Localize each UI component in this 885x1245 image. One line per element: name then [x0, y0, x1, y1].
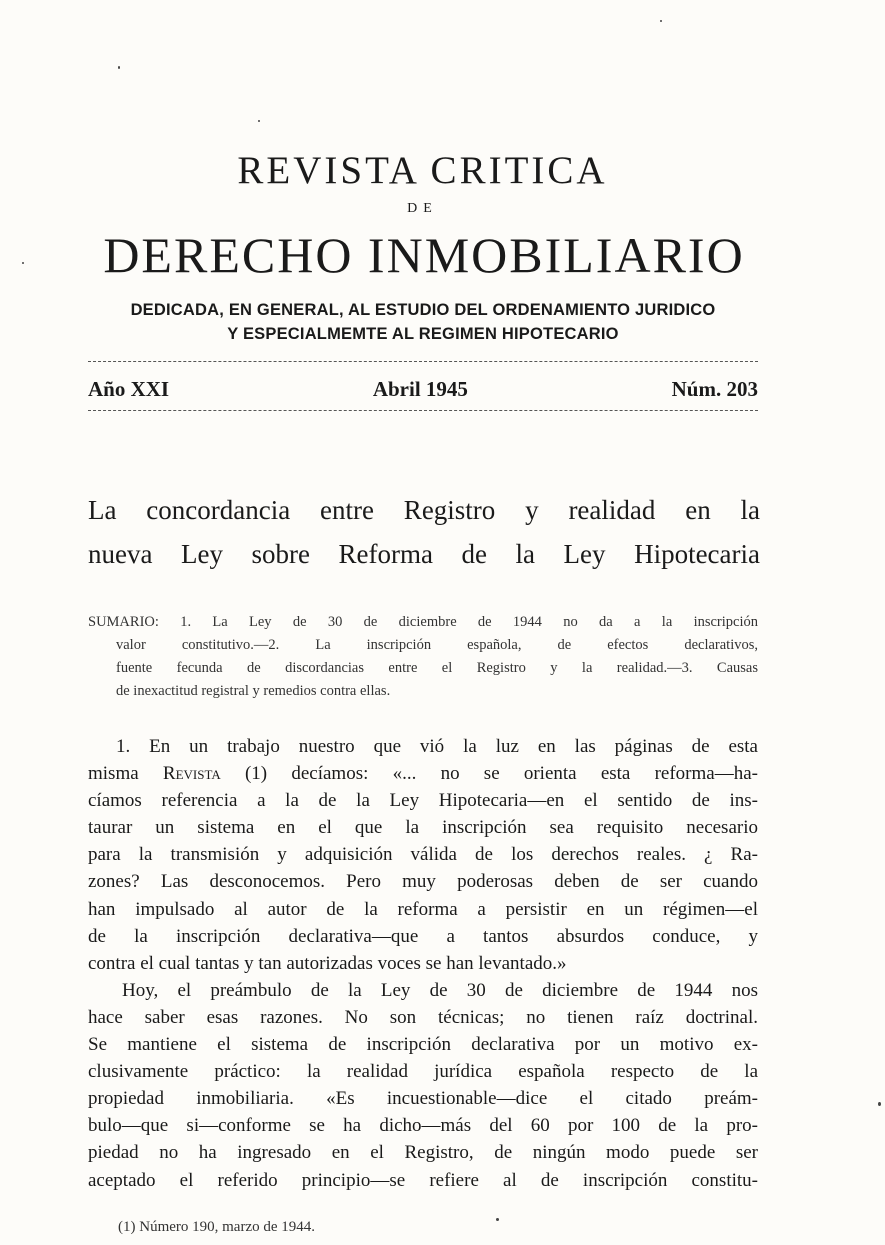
top-rule: [88, 361, 758, 362]
scan-speck: [118, 66, 120, 69]
article-body: [88, 733, 758, 1194]
body-line: propiedad inmobiliaria. «Es incuestionable—dice el citado preám-: [88, 1088, 758, 1110]
body-line: para la transmisión y adquisición válida de los derechos reales. ¿ Ra-: [88, 844, 758, 866]
body-line: hace saber esas razones. No son técnicas; no tienen raíz doctrinal.: [88, 1006, 758, 1028]
masthead-main-title: DERECHO INMOBILIARIO: [103, 227, 745, 283]
sumario: [88, 611, 758, 703]
scan-speck: [258, 120, 260, 122]
revista-reference: Revista: [162, 763, 221, 785]
issue-info-row: [88, 372, 758, 406]
scan-speck: [496, 1218, 499, 1221]
body-line: [88, 760, 758, 787]
body-line: piedad no ha ingresado en el Registro, de ningún modo puede ser: [88, 1142, 758, 1164]
body-line: han impulsado al autor de la reforma a persistir en un régimen—el: [88, 898, 758, 920]
body-line: taurar un sistema en el que la inscripción sea requisito necesario: [88, 817, 758, 839]
issue-number: Núm. 203: [671, 376, 758, 401]
body-line: Se mantiene el sistema de inscripción declarativa por un motivo ex-: [88, 1034, 758, 1056]
body-line: de la inscripción declarativa—que a tantos absurdos conduce, y: [88, 925, 758, 947]
masthead-de: DE: [407, 201, 438, 216]
issue-year: Año XXI: [88, 376, 170, 401]
scan-speck: [878, 1102, 881, 1106]
sumario-line: SUMARIO: 1. La Ley de 30 de diciembre de 1944 no da a la inscripción: [88, 614, 758, 630]
body-line: clusivamente práctico: la realidad jurídica española respecto de la: [88, 1061, 758, 1083]
body-line: zones? Las desconocemos. Pero muy poderosas deben de ser cuando: [88, 871, 758, 893]
issue-date: Abril 1945: [372, 376, 468, 401]
sumario-line: de inexactitud registral y remedios contra ellas.: [116, 683, 391, 699]
masthead-subtitle-line2: Y ESPECIALMEMTE AL REGIMEN HIPOTECARIO: [227, 325, 619, 343]
body-line: contra el cual tantas y tan autorizadas voces se han levantado.»: [88, 952, 567, 974]
article-title: [88, 488, 760, 576]
body-line: aceptado el referido principio—se refiere al de inscripción constitu-: [88, 1169, 758, 1191]
scan-speck: [22, 262, 24, 264]
scan-speck: [660, 20, 662, 22]
body-line: 1. En un trabajo nuestro que vió la luz en las páginas de esta: [116, 736, 758, 757]
body-line: bulo—que si—conforme se ha dicho—más del 60 por 100 de la pro-: [88, 1115, 758, 1137]
masthead-subtitle: [80, 298, 766, 346]
body-text-fragment: misma: [88, 763, 163, 785]
masthead-subtitle-line1: DEDICADA, EN GENERAL, AL ESTUDIO DEL ORDENAMIENTO JURIDICO: [130, 301, 716, 319]
footnote: (1) Número 190, marzo de 1944.: [118, 1219, 316, 1235]
body-line: cíamos referencia a la de la Ley Hipotecaria—en el sentido de ins-: [88, 790, 758, 812]
article-title-line1: La concordancia entre Registro y realidad en la: [88, 495, 760, 525]
sumario-line: fuente fecunda de discordancias entre el Registro y la realidad.—3. Causas: [116, 660, 758, 676]
body-line: Hoy, el preámbulo de la Ley de 30 de diciembre de 1944 nos: [122, 979, 758, 1001]
body-text-fragment: (1) decíamos: «... no se orienta esta reforma—ha-: [220, 763, 758, 785]
masthead-title: REVISTA CRITICA: [237, 149, 608, 192]
article-title-line2: nueva Ley sobre Reforma de la Ley Hipotecaria: [88, 539, 760, 569]
bottom-rule: [88, 410, 758, 411]
sumario-line: valor constitutivo.—2. La inscripción española, de efectos declarativos,: [116, 637, 758, 653]
